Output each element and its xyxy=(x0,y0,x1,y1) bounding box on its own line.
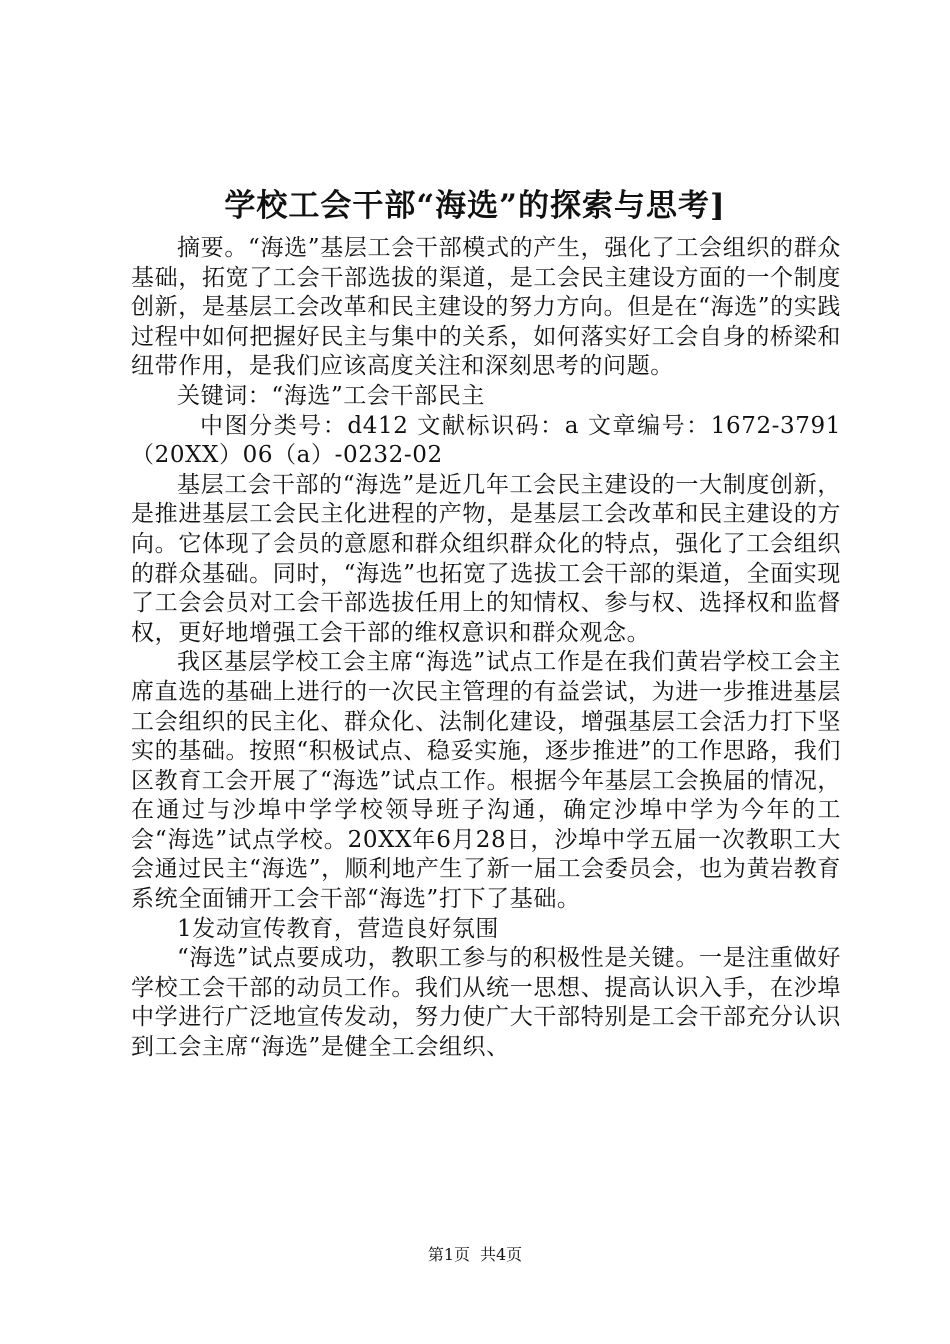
document-title: 学校工会干部“海选”的探索与思考] xyxy=(224,188,726,224)
page-number: 第1页 xyxy=(427,1245,470,1264)
document-body xyxy=(131,234,841,1063)
page-total: 共4页 xyxy=(480,1245,523,1264)
body-paragraph: 基层工会干部的“海选”是近几年工会民主建设的一大制度创新，是推进基层工会民主化进程的产物，是基层工会改革和民主建设的方向。它体现了会员的意愿和群众组织群众化的特点，强化了工会组织的群众基础。同时，“海选”也拓宽了选拔工会干部的渠道，全面实现了工会会员对工会干部选拔任用上的知情权、参与权、选择权和监督权，更好地增强工会干部的维权意识和群众观念。 xyxy=(131,471,841,646)
page-footer xyxy=(0,1244,950,1266)
keywords-paragraph: 关键词：“海选”工会干部民主 xyxy=(177,382,485,409)
classification-paragraph: 中图分类号：d412 文献标识码：a 文章编号：1672-3791（20XX）06（a）-0232-02 xyxy=(131,412,841,469)
body-paragraph: “海选”试点要成功，教职工参与的积极性是关键。一是注重做好学校工会干部的动员工作。我们从统一思想、提高认识入手，在沙埠中学进行广泛地宣传发动，努力使广大干部特别是工会干部充分认识到工会主席“海选”是健全工会组织、 xyxy=(131,945,841,1061)
body-paragraph: 我区基层学校工会主席“海选”试点工作是在我们黄岩学校工会主席直选的基础上进行的一次民主管理的有益尝试，为进一步推进基层工会组织的民主化、群众化、法制化建设，增强基层工会活力打下坚实的基础。按照“积极试点、稳妥实施，逐步推进”的工作思路，我们区教育工会开展了“海选”试点工作。根据今年基层工会换届的情况，在通过与沙埠中学学校领导班子沟通，确定沙埠中学为今年的工会“海选”试点学校。20XX年6月28日，沙埠中学五届一次教职工大会通过民主“海选”，顺利地产生了新一届工会委员会，也为黄岩教育系统全面铺开工会干部“海选”打下了基础。 xyxy=(131,649,841,913)
section-heading: 1发动宣传教育，营造良好氛围 xyxy=(177,915,500,942)
abstract-paragraph: 摘要。“海选”基层工会干部模式的产生，强化了工会组织的群众基础，拓宽了工会干部选拔的渠道，是工会民主建设方面的一个制度创新，是基层工会改革和民主建设的努力方向。但是在“海选”的实践过程中如何把握好民主与集中的关系，如何落实好工会自身的桥梁和纽带作用，是我们应该高度关注和深刻思考的问题。 xyxy=(131,235,841,380)
